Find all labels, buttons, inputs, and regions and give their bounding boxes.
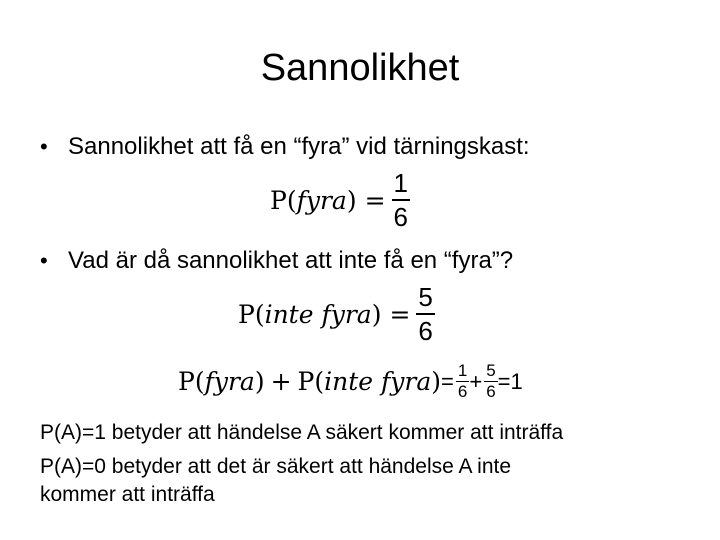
bullet-item-2 [40,246,513,276]
formula3-plus: + [270,367,292,396]
note-p-equals-0-line1: P(A)=0 betyder att det är säkert att händelse A inte [40,455,512,478]
fraction-denominator: 6 [486,382,496,401]
formula3-result: =1 [497,368,523,394]
formula1-close: ) [346,185,357,215]
fraction-denominator: 6 [457,382,468,401]
formula2-open: P( [238,299,265,329]
fraction-numerator: 1 [393,168,408,198]
fraction-five-sixths [416,282,434,346]
formula3-p2-variable: inte fyra [324,367,432,396]
fraction-one-sixth-small [456,362,469,401]
formula3-equals: = [441,368,454,394]
bullet-1-text: Sannolikhet att få en “fyra” vid tärningskast: [68,133,530,160]
formula3-p1-open: P( [178,367,205,396]
formula3-plus-2: + [469,368,483,394]
bullet-icon: • [40,134,48,159]
slide-title: Sannolikhet [260,47,460,89]
formula1-variable: fyra [296,185,347,215]
bullet-2-text: Vad är då sannolikhet att inte få en “fyra”? [68,247,514,274]
fraction-five-sixths-small [484,362,497,401]
fraction-denominator: 6 [418,316,433,346]
fraction-numerator: 5 [418,282,433,312]
formula3-p2-close: ) [431,367,441,396]
formula3-p1-close: ) [254,367,265,396]
note-p-equals-1: P(A)=1 betyder att händelse A säkert kommer att inträffa [40,421,564,444]
note-p-equals-0-line2: kommer att inträffa [40,483,215,506]
fraction-one-sixth [392,168,410,232]
bullet-item-1 [40,132,530,162]
formula2-close: ) [371,299,382,329]
fraction-denominator: 6 [393,202,408,232]
formula2-variable: inte fyra [264,299,372,329]
formula1-equals: = [364,185,386,215]
fraction-bar [416,313,434,315]
formula3-p2-open: P( [297,367,325,396]
bullet-icon: • [40,248,48,273]
formula2-equals: = [389,299,411,329]
fraction-numerator: 5 [486,361,496,380]
fraction-bar [392,199,410,201]
formula-p-fyra [270,168,410,232]
formula-sum [178,362,523,401]
fraction-numerator: 1 [457,361,468,380]
formula1-open: P( [270,185,297,215]
formula-p-inte-fyra [238,282,435,346]
formula3-p1-variable: fyra [204,367,255,396]
